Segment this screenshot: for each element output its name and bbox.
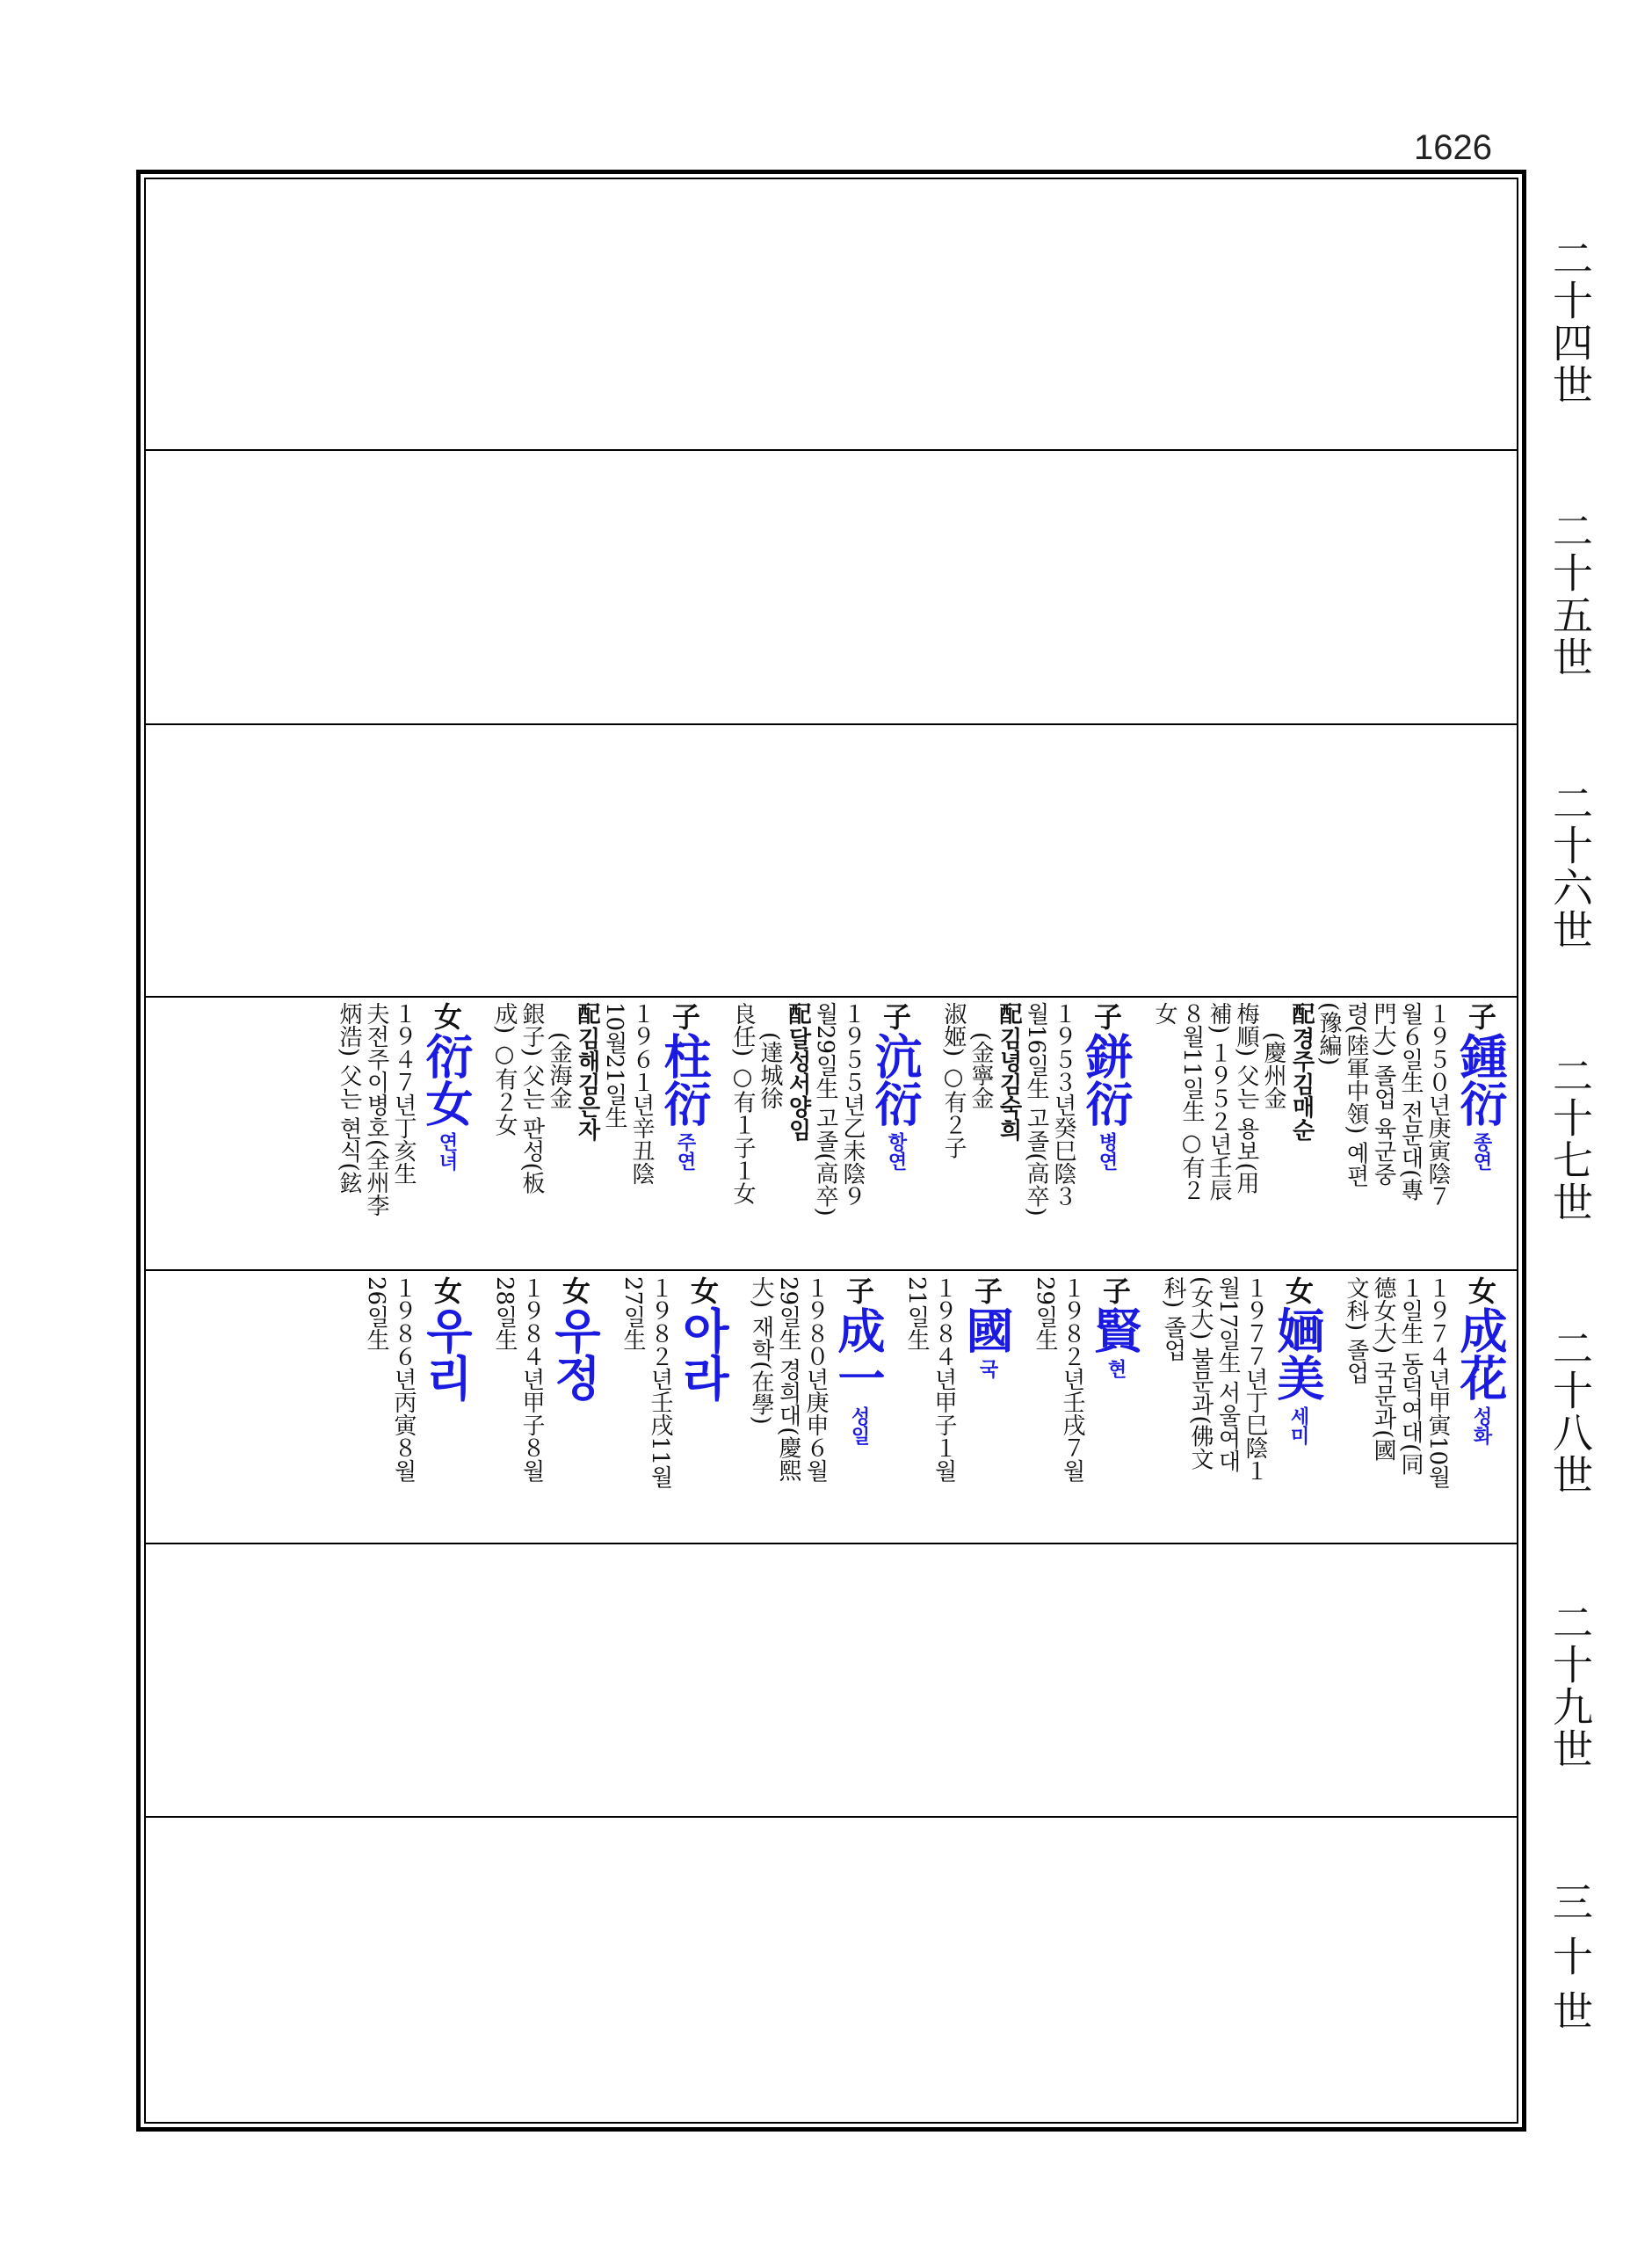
spouse-detail-line: (金海金 bbox=[546, 1032, 572, 1110]
detail-line: 炳浩) 父는 현식(鉉 bbox=[336, 1002, 362, 1195]
person-entry bbox=[728, 1002, 922, 1217]
person-name: 우정 bbox=[547, 1306, 603, 1401]
spouse-head bbox=[996, 1002, 1022, 1141]
spouse-name: 경주김매순 bbox=[1288, 1027, 1315, 1141]
name-reading: 종연 bbox=[1470, 1132, 1492, 1171]
spouse-head bbox=[1288, 1002, 1315, 1141]
name-reading: 현 bbox=[1105, 1359, 1127, 1378]
role-mark: 子 bbox=[1098, 1276, 1132, 1304]
generation-divider bbox=[144, 1543, 1518, 1544]
detail-line: (女大) 불문과(佛文 bbox=[1187, 1276, 1214, 1471]
person-head bbox=[1454, 1002, 1507, 1171]
detail-line: １９５５년乙未陰９ bbox=[839, 1002, 866, 1208]
role-mark: 子 bbox=[668, 1002, 701, 1030]
spouse-head bbox=[785, 1002, 811, 1141]
role-mark: 女 bbox=[1464, 1276, 1497, 1304]
spouse-mark: 配 bbox=[1288, 1002, 1315, 1025]
generation-label-27: 二十七世 bbox=[1547, 1055, 1594, 1224]
detail-line: 29일生 bbox=[1032, 1276, 1058, 1352]
role-mark: 女 bbox=[430, 1002, 463, 1030]
person-head bbox=[1454, 1276, 1507, 1445]
detail-line: 科) 졸업 bbox=[1160, 1276, 1186, 1362]
person-head bbox=[832, 1276, 885, 1445]
person-head bbox=[658, 1002, 711, 1171]
spouse-detail-line: (金寧金 bbox=[967, 1032, 994, 1110]
person-name: 鍾衍 bbox=[1453, 1032, 1509, 1127]
spouse-detail-line: (達城徐 bbox=[757, 1032, 783, 1110]
detail-line: １９４７년丁亥生 bbox=[390, 1002, 417, 1185]
person-entry bbox=[902, 1276, 1013, 1482]
role-mark: 女 bbox=[430, 1276, 463, 1304]
person-head bbox=[960, 1276, 1013, 1378]
person-entry bbox=[490, 1002, 711, 1195]
detail-line: 29일生 경희대(慶熙 bbox=[775, 1276, 801, 1482]
person-name: 沆衍 bbox=[867, 1032, 924, 1127]
name-reading: 세미 bbox=[1287, 1406, 1309, 1445]
detail-line: 大) 재학(在學) bbox=[748, 1276, 774, 1425]
detail-line: 28일生 bbox=[491, 1276, 518, 1352]
person-head bbox=[548, 1276, 601, 1401]
person-name: 成花 bbox=[1453, 1306, 1509, 1401]
detail-line: 10월21일生 bbox=[601, 1002, 627, 1130]
detail-line: 門大) 졸업 육군중 bbox=[1370, 1002, 1396, 1186]
person-head bbox=[1089, 1276, 1141, 1378]
detail-line: １９５３년癸巳陰３ bbox=[1050, 1002, 1076, 1208]
generation-divider bbox=[144, 1269, 1518, 1271]
person-head bbox=[420, 1002, 473, 1171]
role-mark: 子 bbox=[970, 1276, 1004, 1304]
generation-divider bbox=[144, 723, 1518, 725]
spouse-detail-line: (慶州金 bbox=[1260, 1032, 1286, 1110]
role-mark: 子 bbox=[879, 1002, 912, 1030]
generation-divider bbox=[144, 1816, 1518, 1818]
detail-line: 27일生 bbox=[620, 1276, 646, 1352]
spouse-mark: 配 bbox=[996, 1002, 1022, 1025]
spouse-detail-line: 淑姬) ○有２子 bbox=[940, 1002, 967, 1159]
detail-line: 월16일生 고졸(高卒) bbox=[1023, 1002, 1049, 1217]
person-entry bbox=[335, 1002, 473, 1217]
detail-line: １９８４년甲子８월 bbox=[518, 1276, 545, 1482]
spouse-head bbox=[574, 1002, 600, 1141]
role-mark: 子 bbox=[842, 1276, 875, 1304]
spouse-detail-line: 良任) ○有１子１女 bbox=[729, 1002, 756, 1205]
person-name: 柱衍 bbox=[656, 1032, 713, 1127]
spouse-detail-line: 補) １９５２년壬辰 bbox=[1206, 1002, 1232, 1202]
detail-line: １９８２년壬戌11월 bbox=[647, 1276, 673, 1489]
name-reading: 국 bbox=[976, 1359, 998, 1378]
spouse-name: 김해김은자 bbox=[574, 1027, 600, 1141]
generation-label-25: 二十五世 bbox=[1547, 510, 1594, 679]
detail-line: １９８２년壬戌７월 bbox=[1059, 1276, 1085, 1482]
detail-line: 월29일生 고졸(高卒) bbox=[812, 1002, 838, 1217]
generation-label-29: 二十九世 bbox=[1547, 1602, 1594, 1770]
role-mark: 女 bbox=[686, 1276, 720, 1304]
generation-27-entries bbox=[335, 1002, 1507, 1217]
person-entry bbox=[939, 1002, 1133, 1217]
detail-line: 21일生 bbox=[903, 1276, 930, 1352]
page-number: 1626 bbox=[1414, 128, 1492, 167]
person-entry bbox=[1150, 1002, 1507, 1208]
spouse-name: 달성서양임 bbox=[785, 1027, 811, 1141]
person-entry bbox=[1159, 1276, 1324, 1482]
person-entry bbox=[490, 1276, 601, 1482]
person-entry bbox=[619, 1276, 729, 1488]
person-entry bbox=[747, 1276, 885, 1482]
person-head bbox=[677, 1276, 729, 1401]
generation-label-30: 三十世 bbox=[1547, 1881, 1594, 2045]
detail-line: １９８０년庚申６월 bbox=[802, 1276, 829, 1482]
name-reading: 주연 bbox=[674, 1132, 696, 1171]
person-name: 國 bbox=[959, 1306, 1015, 1354]
name-reading: 항연 bbox=[885, 1132, 907, 1171]
spouse-mark: 配 bbox=[574, 1002, 600, 1025]
person-name: 成一 bbox=[830, 1306, 887, 1401]
person-head bbox=[869, 1002, 922, 1171]
person-name: 衍女 bbox=[418, 1032, 475, 1127]
detail-line: １일生 동덕여대(同 bbox=[1397, 1276, 1424, 1476]
detail-line: １９６１년辛丑陰 bbox=[628, 1002, 655, 1185]
person-entry bbox=[1342, 1276, 1507, 1488]
person-name: 婳美 bbox=[1270, 1306, 1326, 1401]
person-head bbox=[1272, 1276, 1324, 1445]
person-entry bbox=[1031, 1276, 1141, 1482]
detail-line: 夫전주이병호(全州李 bbox=[363, 1002, 389, 1217]
generation-label-24: 二十四世 bbox=[1547, 237, 1594, 406]
detail-line: 文科) 졸업 bbox=[1343, 1276, 1369, 1384]
generation-28-entries bbox=[362, 1276, 1507, 1488]
spouse-detail-line: 女 bbox=[1151, 1002, 1177, 1025]
detail-line: １９７４년甲寅10월 bbox=[1424, 1276, 1451, 1489]
spouse-detail-line: 成) ○有２女 bbox=[491, 1002, 518, 1137]
role-mark: 子 bbox=[1464, 1002, 1497, 1030]
detail-line: 26일生 bbox=[363, 1276, 389, 1352]
person-head bbox=[1080, 1002, 1133, 1171]
detail-line: １９５０년庚寅陰７ bbox=[1424, 1002, 1451, 1208]
generation-label-28: 二十八世 bbox=[1547, 1327, 1594, 1496]
spouse-detail-line: 梅順) 父는 용보(用 bbox=[1233, 1002, 1259, 1195]
detail-line: 德女大) 국문과(國 bbox=[1370, 1276, 1396, 1462]
detail-line: (豫編) bbox=[1315, 1002, 1342, 1066]
spouse-detail-line: ８월11일生 ○有２ bbox=[1178, 1002, 1205, 1202]
person-name: 鉼衍 bbox=[1078, 1032, 1134, 1127]
person-name: 아라 bbox=[675, 1306, 731, 1401]
generation-label-26: 二十六世 bbox=[1547, 782, 1594, 951]
spouse-mark: 配 bbox=[785, 1002, 811, 1025]
name-reading: 병연 bbox=[1096, 1132, 1118, 1171]
detail-line: １９７７년丁巳陰１ bbox=[1242, 1276, 1268, 1482]
person-head bbox=[420, 1276, 473, 1401]
person-entry bbox=[362, 1276, 473, 1482]
detail-line: 월６일生 전문대(專 bbox=[1397, 1002, 1424, 1202]
person-name: 우리 bbox=[418, 1306, 475, 1401]
name-reading: 연녀 bbox=[436, 1132, 458, 1171]
person-name: 賢 bbox=[1087, 1306, 1143, 1354]
detail-line: １９８４년甲子１월 bbox=[931, 1276, 957, 1482]
role-mark: 子 bbox=[1090, 1002, 1123, 1030]
name-reading: 성화 bbox=[1470, 1406, 1492, 1445]
detail-line: １９８６년丙寅８월 bbox=[390, 1276, 417, 1482]
spouse-name: 김녕김숙희 bbox=[996, 1027, 1022, 1141]
role-mark: 女 bbox=[558, 1276, 591, 1304]
generation-divider bbox=[144, 996, 1518, 998]
spouse-detail-line: 銀子) 父는 판성(板 bbox=[518, 1002, 545, 1195]
name-reading: 성일 bbox=[848, 1406, 870, 1445]
detail-line: 월17일生 서울여대 bbox=[1214, 1276, 1241, 1473]
detail-line: 령(陸軍中領) 예편 bbox=[1343, 1002, 1369, 1188]
role-mark: 女 bbox=[1281, 1276, 1315, 1304]
generation-divider bbox=[144, 449, 1518, 451]
